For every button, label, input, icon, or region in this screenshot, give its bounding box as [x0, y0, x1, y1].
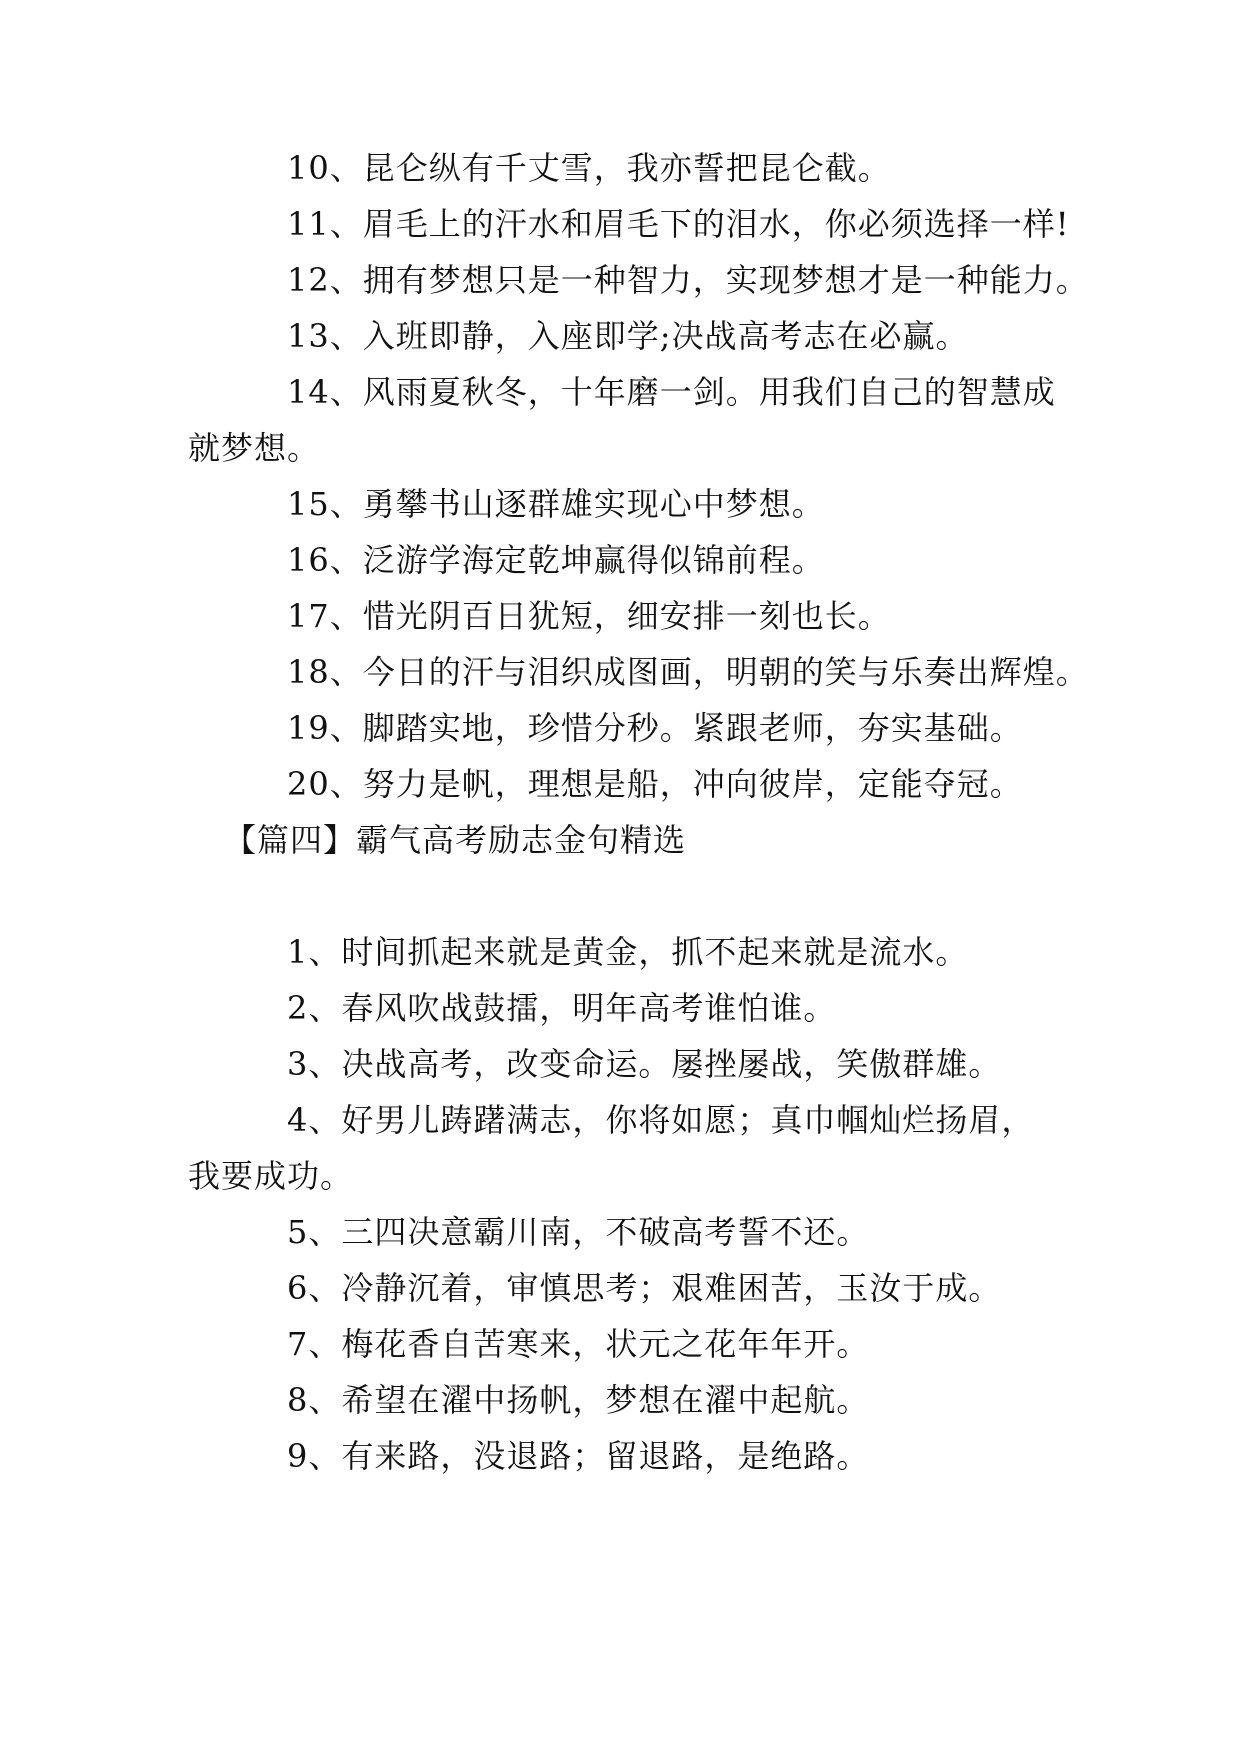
quote-line-5: 5、三四决意霸川南，不破高考誓不还。: [287, 1213, 870, 1251]
quote-line-19: 19、脚踏实地，珍惜分秒。紧跟老师，夯实基础。: [287, 709, 1023, 747]
quote-line-6: 6、冷静沉着，审慎思考；艰难困苦，玉汝于成。: [287, 1269, 1002, 1307]
quote-line-14: 14、风雨夏秋冬，十年磨一剑。用我们自己的智慧成: [287, 373, 1056, 411]
quote-line-14-continued: 就梦想。: [188, 429, 321, 467]
quote-line-1: 1、时间抓起来就是黄金，抓不起来就是流水。: [287, 933, 969, 971]
quote-line-17: 17、惜光阴百日犹短，细安排一刻也长。: [287, 597, 891, 635]
quote-line-18: 18、今日的汗与泪织成图画，明朝的笑与乐奏出辉煌。: [287, 653, 1089, 691]
quote-line-9: 9、有来路，没退路；留退路，是绝路。: [287, 1437, 870, 1475]
quote-line-8: 8、希望在濯中扬帆，梦想在濯中起航。: [287, 1381, 870, 1419]
section-heading: 【篇四】霸气高考励志金句精选: [224, 821, 687, 859]
quote-line-20: 20、努力是帆，理想是船，冲向彼岸，定能夺冠。: [287, 765, 1023, 803]
quote-line-16: 16、泛游学海定乾坤赢得似锦前程。: [287, 541, 825, 579]
quote-line-11: 11、眉毛上的汗水和眉毛下的泪水，你必须选择一样!: [287, 205, 1070, 243]
quote-line-4: 4、好男儿踌躇满志，你将如愿；真巾帼灿烂扬眉，: [287, 1101, 1035, 1139]
quote-line-12: 12、拥有梦想只是一种智力，实现梦想才是一种能力。: [287, 261, 1089, 299]
quote-line-10: 10、昆仑纵有千丈雪，我亦誓把昆仑截。: [287, 149, 891, 187]
quote-line-4-continued: 我要成功。: [188, 1157, 354, 1195]
quote-line-13: 13、入班即静，入座即学;决战高考志在必赢。: [287, 317, 969, 355]
quote-line-7: 7、梅花香自苦寒来，状元之花年年开。: [287, 1325, 870, 1363]
quote-line-15: 15、勇攀书山逐群雄实现心中梦想。: [287, 485, 825, 523]
quote-line-2: 2、春风吹战鼓擂，明年高考谁怕谁。: [287, 989, 837, 1027]
quote-line-3: 3、决战高考，改变命运。屡挫屡战，笑傲群雄。: [287, 1045, 1002, 1083]
